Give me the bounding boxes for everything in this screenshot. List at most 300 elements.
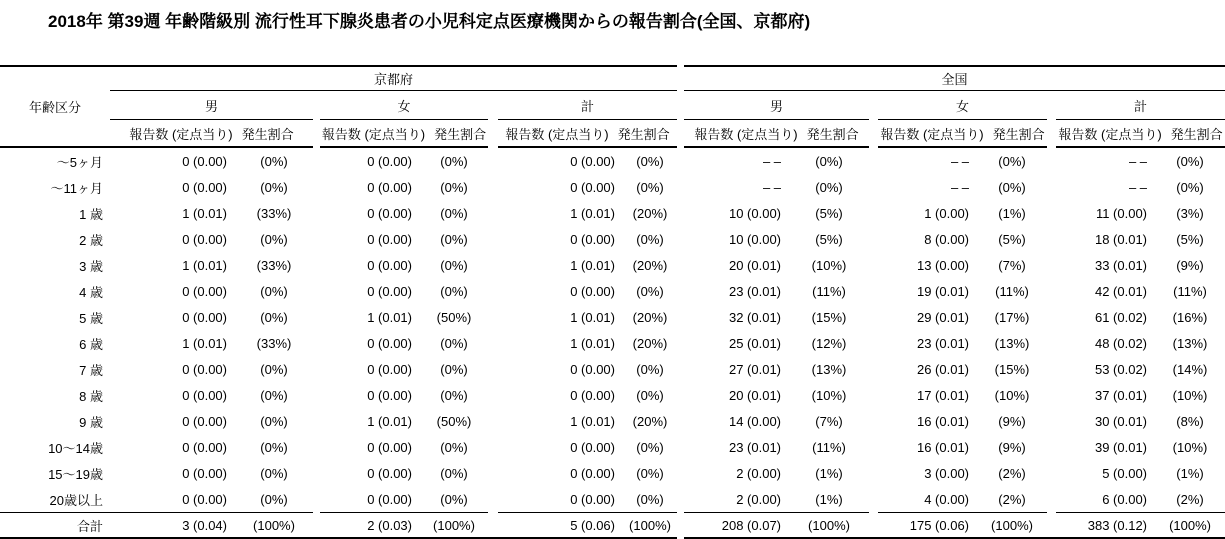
cell-value: (0%) xyxy=(260,283,288,299)
cell-value: (100%) xyxy=(1155,512,1225,539)
column-gap xyxy=(677,148,684,174)
cell-value: 0 (0.00) xyxy=(182,439,227,455)
column-gap xyxy=(488,174,498,200)
cell-value: 0 (0.00) xyxy=(182,231,227,247)
cell-value: 1 (0.01) xyxy=(182,205,227,221)
sex-header-national-total: 計 xyxy=(1056,91,1225,120)
cell-value: 0 (0.00) xyxy=(367,205,412,221)
cell-value: 0 (0.00) xyxy=(570,231,615,247)
column-gap xyxy=(677,65,684,91)
cell-value: (9%) xyxy=(998,413,1026,429)
cell-value: (0%) xyxy=(636,491,664,507)
cell-value: 0 (0.00) xyxy=(182,387,227,403)
column-gap xyxy=(677,382,684,408)
column-gap xyxy=(488,356,498,382)
column-gap xyxy=(677,434,684,460)
column-gap xyxy=(488,434,498,460)
cell-value: 13 (0.00) xyxy=(916,257,970,273)
cell-value: 16 (0.01) xyxy=(916,439,970,455)
cell-value: 0 (0.00) xyxy=(570,465,615,481)
cell-value: (0%) xyxy=(636,231,664,247)
column-gap xyxy=(313,278,320,304)
age-label: 6 歳 xyxy=(79,336,103,352)
cell-value: (50%) xyxy=(436,309,472,325)
cell-value: (0%) xyxy=(260,231,288,247)
cell-value: (9%) xyxy=(998,439,1026,455)
column-gap xyxy=(313,226,320,252)
region-header-national: 全国 xyxy=(684,65,1225,91)
cell-value: 27 (0.01) xyxy=(728,361,782,377)
cell-value: (3%) xyxy=(1176,205,1204,221)
column-gap xyxy=(869,91,878,120)
cell-value: 33 (0.01) xyxy=(1094,257,1148,273)
cell-value: 0 (0.00) xyxy=(570,361,615,377)
cell-value: 2 (0.03) xyxy=(320,512,420,539)
count-header: 報告数 (定点当り) xyxy=(1058,126,1162,142)
cell-value: (15%) xyxy=(811,309,847,325)
cell-value: 0 (0.00) xyxy=(367,387,412,403)
table-row xyxy=(0,304,1225,330)
cell-value: 10 (0.00) xyxy=(728,231,782,247)
cell-value: (14%) xyxy=(1172,361,1208,377)
column-gap xyxy=(869,460,878,486)
column-gap xyxy=(313,434,320,460)
subcolumn-header xyxy=(1056,120,1225,148)
cell-value: (33%) xyxy=(256,335,292,351)
column-gap xyxy=(869,148,878,174)
column-gap xyxy=(488,120,498,148)
cell-value: 0 (0.00) xyxy=(367,465,412,481)
subcolumn-header xyxy=(498,120,677,148)
table-row xyxy=(0,434,1225,460)
cell-value: 0 (0.00) xyxy=(182,491,227,507)
column-gap xyxy=(869,174,878,200)
table-body xyxy=(0,148,1225,539)
table-row xyxy=(0,174,1225,200)
total-row xyxy=(0,512,1225,539)
column-gap xyxy=(313,200,320,226)
cell-value: (20%) xyxy=(632,335,668,351)
cell-value: 0 (0.00) xyxy=(367,153,412,169)
column-gap xyxy=(313,460,320,486)
column-gap xyxy=(677,200,684,226)
cell-value: 0 (0.00) xyxy=(182,309,227,325)
cell-value: (0%) xyxy=(636,465,664,481)
column-gap xyxy=(869,278,878,304)
cell-value: 1 (0.01) xyxy=(367,413,412,429)
cell-value: (0%) xyxy=(998,153,1026,169)
cell-value: (0%) xyxy=(440,439,468,455)
column-gap xyxy=(677,120,684,148)
cell-value: (0%) xyxy=(260,309,288,325)
cell-value: 23 (0.01) xyxy=(728,283,782,299)
column-gap xyxy=(869,486,878,512)
cell-value: 8 (0.00) xyxy=(924,231,970,247)
age-label: 9 歳 xyxy=(79,414,103,430)
cell-value: 0 (0.00) xyxy=(367,257,412,273)
column-gap xyxy=(1047,200,1056,226)
age-label: 20歳以上 xyxy=(49,492,103,508)
report-table xyxy=(0,65,1225,539)
cell-value: 1 (0.01) xyxy=(367,309,412,325)
column-gap xyxy=(488,512,498,539)
cell-value: 26 (0.01) xyxy=(916,361,970,377)
cell-value: 0 (0.00) xyxy=(367,335,412,351)
column-gap xyxy=(869,226,878,252)
count-header: 報告数 (定点当り) xyxy=(129,126,233,142)
header-row-region xyxy=(0,65,1225,91)
cell-value: (0%) xyxy=(440,179,468,195)
cell-value: 1 (0.01) xyxy=(182,335,227,351)
column-gap xyxy=(677,226,684,252)
column-gap xyxy=(313,330,320,356)
table-row xyxy=(0,252,1225,278)
page-title: 2018年 第39週 年齢階級別 流行性耳下腺炎患者の小児科定点医療機関からの報告割合(全国、京都府) xyxy=(48,12,811,31)
cell-value: (20%) xyxy=(632,205,668,221)
cell-value: (0%) xyxy=(815,179,843,195)
rate-header: 発生割合 xyxy=(1170,126,1223,142)
count-header: 報告数 (定点当り) xyxy=(321,126,426,142)
cell-value: 10 (0.00) xyxy=(728,205,782,221)
cell-value: 6 (0.00) xyxy=(1102,491,1148,507)
column-gap xyxy=(1047,460,1056,486)
cell-value: (1%) xyxy=(1176,465,1204,481)
cell-value: 0 (0.00) xyxy=(367,179,412,195)
cell-value: 20 (0.01) xyxy=(728,387,782,403)
cell-value: 25 (0.01) xyxy=(728,335,782,351)
cell-value: 0 (0.00) xyxy=(570,179,615,195)
cell-value: (5%) xyxy=(1176,231,1204,247)
cell-value: 19 (0.01) xyxy=(916,283,970,299)
column-gap xyxy=(1047,486,1056,512)
table-row xyxy=(0,460,1225,486)
sex-header-kyoto-male: 男 xyxy=(110,91,313,120)
cell-value: 0 (0.00) xyxy=(182,283,227,299)
column-gap xyxy=(1047,278,1056,304)
column-gap xyxy=(677,408,684,434)
cell-value: 18 (0.01) xyxy=(1094,231,1148,247)
cell-value: 61 (0.02) xyxy=(1094,309,1148,325)
cell-value: (0%) xyxy=(260,361,288,377)
cell-value: 0 (0.00) xyxy=(570,387,615,403)
cell-value: 42 (0.01) xyxy=(1094,283,1148,299)
cell-value: – – xyxy=(762,153,782,169)
cell-value: 0 (0.00) xyxy=(182,361,227,377)
age-label: 3 歳 xyxy=(79,258,103,274)
cell-value: 0 (0.00) xyxy=(367,283,412,299)
cell-value: 16 (0.01) xyxy=(916,413,970,429)
column-gap xyxy=(677,304,684,330)
column-gap xyxy=(488,200,498,226)
column-gap xyxy=(488,330,498,356)
cell-value: (2%) xyxy=(998,491,1026,507)
cell-value: (0%) xyxy=(998,179,1026,195)
cell-value: 48 (0.02) xyxy=(1094,335,1148,351)
cell-value: 383 (0.12) xyxy=(1056,512,1155,539)
age-label: 5 歳 xyxy=(79,310,103,326)
column-gap xyxy=(313,382,320,408)
column-gap xyxy=(313,356,320,382)
cell-value: (7%) xyxy=(998,257,1026,273)
cell-value: 1 (0.01) xyxy=(570,257,615,273)
cell-value: (10%) xyxy=(994,387,1030,403)
cell-value: 29 (0.01) xyxy=(916,309,970,325)
cell-value: 5 (0.06) xyxy=(498,512,623,539)
sex-header-national-male: 男 xyxy=(684,91,869,120)
age-label: 4 歳 xyxy=(79,284,103,300)
column-gap xyxy=(677,278,684,304)
cell-value: – – xyxy=(950,179,970,195)
column-gap xyxy=(488,486,498,512)
cell-value: (0%) xyxy=(636,439,664,455)
cell-value: (0%) xyxy=(440,335,468,351)
cell-value: (2%) xyxy=(998,465,1026,481)
cell-value: 30 (0.01) xyxy=(1094,413,1148,429)
column-gap xyxy=(677,460,684,486)
cell-value: (20%) xyxy=(632,413,668,429)
cell-value: (0%) xyxy=(260,491,288,507)
column-gap xyxy=(869,356,878,382)
cell-value: (11%) xyxy=(995,283,1029,299)
sex-header-kyoto-total: 計 xyxy=(498,91,677,120)
column-gap xyxy=(677,330,684,356)
cell-value: (11%) xyxy=(1173,283,1207,299)
cell-value: 0 (0.00) xyxy=(182,153,227,169)
cell-value: 0 (0.00) xyxy=(570,153,615,169)
cell-value: (15%) xyxy=(994,361,1030,377)
age-label: 7 歳 xyxy=(79,362,103,378)
age-label: 15～19歳 xyxy=(48,466,103,482)
cell-value: (0%) xyxy=(440,257,468,273)
column-gap xyxy=(488,252,498,278)
cell-value: 0 (0.00) xyxy=(570,283,615,299)
age-label: 2 歳 xyxy=(79,232,103,248)
cell-value: 1 (0.01) xyxy=(182,257,227,273)
cell-value: 37 (0.01) xyxy=(1094,387,1148,403)
column-gap xyxy=(1047,330,1056,356)
rate-header: 発生割合 xyxy=(617,126,670,142)
cell-value: – – xyxy=(950,153,970,169)
cell-value: 0 (0.00) xyxy=(182,179,227,195)
cell-value: (0%) xyxy=(815,153,843,169)
cell-value: 0 (0.00) xyxy=(570,491,615,507)
cell-value: (0%) xyxy=(440,153,468,169)
cell-value: (0%) xyxy=(636,153,664,169)
column-gap xyxy=(1047,304,1056,330)
cell-value: 208 (0.07) xyxy=(684,512,789,539)
cell-value: 0 (0.00) xyxy=(367,361,412,377)
cell-value: 53 (0.02) xyxy=(1094,361,1148,377)
cell-value: (10%) xyxy=(1172,439,1208,455)
column-gap xyxy=(677,356,684,382)
cell-value: 0 (0.00) xyxy=(182,413,227,429)
cell-value: (50%) xyxy=(436,413,472,429)
column-gap xyxy=(869,382,878,408)
cell-value: 0 (0.00) xyxy=(367,491,412,507)
column-gap xyxy=(1047,252,1056,278)
column-gap xyxy=(488,382,498,408)
cell-value: (1%) xyxy=(998,205,1026,221)
column-gap xyxy=(488,278,498,304)
cell-value: (7%) xyxy=(815,413,843,429)
cell-value: (11%) xyxy=(812,283,846,299)
cell-value: (20%) xyxy=(632,309,668,325)
column-gap xyxy=(1047,91,1056,120)
cell-value: (0%) xyxy=(1176,179,1204,195)
cell-value: (100%) xyxy=(235,512,313,539)
cell-value: (33%) xyxy=(256,205,292,221)
cell-value: 3 (0.00) xyxy=(924,465,970,481)
cell-value: 5 (0.00) xyxy=(1102,465,1148,481)
cell-value: (11%) xyxy=(812,439,846,455)
column-gap xyxy=(677,174,684,200)
subcolumn-header xyxy=(878,120,1047,148)
cell-value: 0 (0.00) xyxy=(367,231,412,247)
column-gap xyxy=(869,512,878,539)
cell-value: (0%) xyxy=(440,361,468,377)
table-row xyxy=(0,382,1225,408)
cell-value: 17 (0.01) xyxy=(916,387,970,403)
cell-value: (0%) xyxy=(440,465,468,481)
cell-value: (5%) xyxy=(815,231,843,247)
cell-value: (0%) xyxy=(260,179,288,195)
cell-value: (0%) xyxy=(260,465,288,481)
cell-value: 39 (0.01) xyxy=(1094,439,1148,455)
column-gap xyxy=(1047,382,1056,408)
cell-value: (100%) xyxy=(420,512,488,539)
column-gap xyxy=(488,460,498,486)
column-gap xyxy=(1047,174,1056,200)
column-gap xyxy=(869,200,878,226)
cell-value: 0 (0.00) xyxy=(367,439,412,455)
cell-value: (13%) xyxy=(994,335,1030,351)
column-gap xyxy=(488,148,498,174)
column-gap xyxy=(313,120,320,148)
cell-value: (10%) xyxy=(811,257,847,273)
subcolumn-header xyxy=(320,120,488,148)
cell-value: 3 (0.04) xyxy=(110,512,235,539)
table-row xyxy=(0,148,1225,174)
count-header: 報告数 (定点当り) xyxy=(505,126,609,142)
cell-value: (0%) xyxy=(440,205,468,221)
column-gap xyxy=(1047,512,1056,539)
cell-value: 23 (0.01) xyxy=(728,439,782,455)
column-gap xyxy=(1047,408,1056,434)
column-gap xyxy=(313,304,320,330)
column-gap xyxy=(677,252,684,278)
cell-value: (0%) xyxy=(636,283,664,299)
header-row-sex xyxy=(0,91,1225,120)
column-gap xyxy=(869,304,878,330)
cell-value: (2%) xyxy=(1176,491,1204,507)
cell-value: (1%) xyxy=(815,491,843,507)
cell-value: – – xyxy=(762,179,782,195)
cell-value: (0%) xyxy=(440,231,468,247)
cell-value: (0%) xyxy=(440,387,468,403)
column-gap xyxy=(1047,120,1056,148)
column-gap xyxy=(869,434,878,460)
cell-value: (0%) xyxy=(1176,153,1204,169)
cell-value: 32 (0.01) xyxy=(728,309,782,325)
cell-value: (0%) xyxy=(260,413,288,429)
cell-value: (1%) xyxy=(815,465,843,481)
region-header-kyoto: 京都府 xyxy=(110,65,677,91)
column-gap xyxy=(488,226,498,252)
table-header xyxy=(0,65,1225,148)
column-gap xyxy=(1047,434,1056,460)
cell-value: 2 (0.00) xyxy=(736,465,782,481)
age-label: 8 歳 xyxy=(79,388,103,404)
cell-value: 14 (0.00) xyxy=(728,413,782,429)
count-header: 報告数 (定点当り) xyxy=(694,126,798,142)
column-gap xyxy=(869,252,878,278)
header-row-subcolumns xyxy=(0,120,1225,148)
column-gap xyxy=(1047,148,1056,174)
cell-value: (10%) xyxy=(811,387,847,403)
cell-value: (100%) xyxy=(977,512,1047,539)
cell-value: – – xyxy=(1128,179,1148,195)
age-label: 10～14歳 xyxy=(48,440,103,456)
column-gap xyxy=(488,408,498,434)
cell-value: (12%) xyxy=(811,335,847,351)
cell-value: (33%) xyxy=(256,257,292,273)
cell-value: (5%) xyxy=(815,205,843,221)
cell-value: 175 (0.06) xyxy=(878,512,977,539)
table-row xyxy=(0,408,1225,434)
column-gap xyxy=(313,174,320,200)
cell-value: 1 (0.01) xyxy=(570,413,615,429)
column-gap xyxy=(313,512,320,539)
cell-value: (0%) xyxy=(440,283,468,299)
age-label: ～5ヶ月 xyxy=(56,154,103,170)
cell-value: – – xyxy=(1128,153,1148,169)
age-column-header: 年齢区分 xyxy=(0,65,110,148)
column-gap xyxy=(313,91,320,120)
column-gap xyxy=(677,91,684,120)
column-gap xyxy=(313,408,320,434)
age-label: 合計 xyxy=(0,512,110,539)
cell-value: 0 (0.00) xyxy=(182,465,227,481)
table-row xyxy=(0,486,1225,512)
cell-value: (20%) xyxy=(632,257,668,273)
subcolumn-header xyxy=(684,120,869,148)
table-row xyxy=(0,278,1225,304)
table-row xyxy=(0,200,1225,226)
cell-value: (0%) xyxy=(260,439,288,455)
cell-value: 11 (0.00) xyxy=(1095,205,1148,221)
column-gap xyxy=(677,486,684,512)
cell-value: (100%) xyxy=(789,512,869,539)
cell-value: 1 (0.00) xyxy=(924,205,970,221)
cell-value: 0 (0.00) xyxy=(570,439,615,455)
cell-value: 2 (0.00) xyxy=(736,491,782,507)
cell-value: (16%) xyxy=(1172,309,1208,325)
table-row xyxy=(0,226,1225,252)
column-gap xyxy=(313,252,320,278)
column-gap xyxy=(488,91,498,120)
column-gap xyxy=(869,120,878,148)
cell-value: (13%) xyxy=(1172,335,1208,351)
column-gap xyxy=(313,486,320,512)
sex-header-national-female: 女 xyxy=(878,91,1047,120)
cell-value: (0%) xyxy=(636,387,664,403)
column-gap xyxy=(488,304,498,330)
column-gap xyxy=(869,408,878,434)
cell-value: (0%) xyxy=(440,491,468,507)
cell-value: (0%) xyxy=(260,387,288,403)
sex-header-kyoto-female: 女 xyxy=(320,91,488,120)
rate-header: 発生割合 xyxy=(992,126,1045,142)
